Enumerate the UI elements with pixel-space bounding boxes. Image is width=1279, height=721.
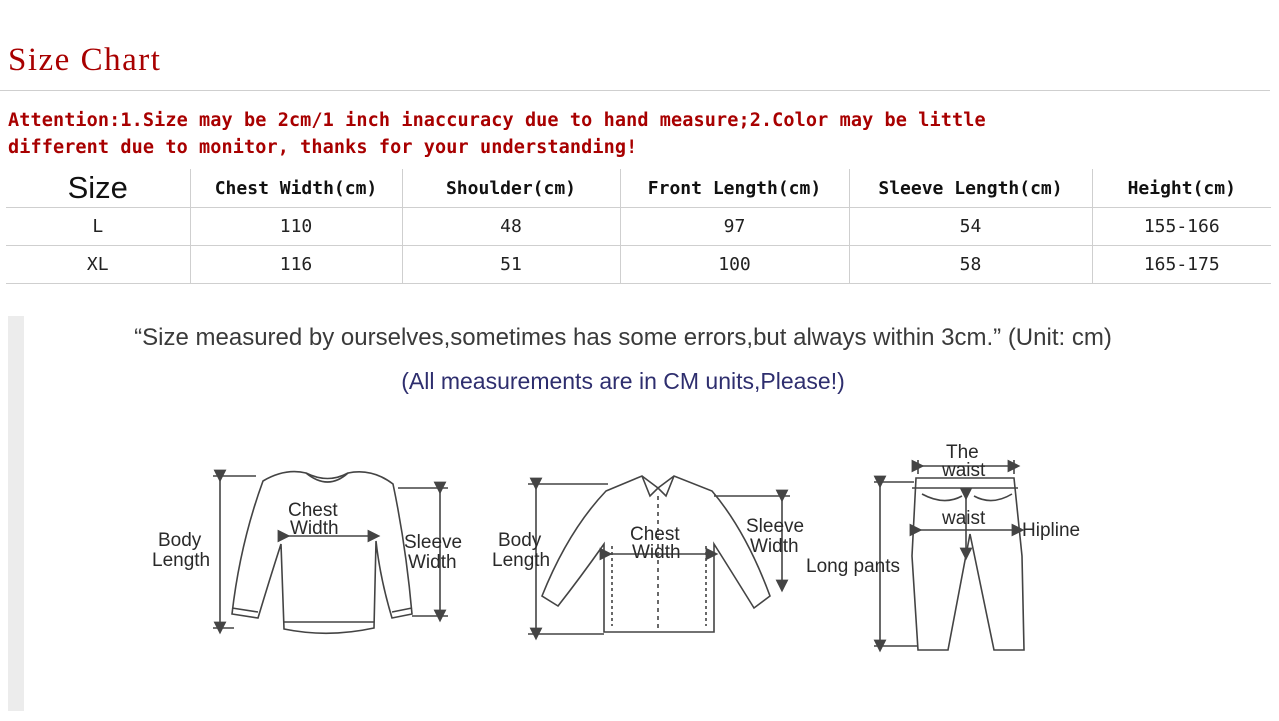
table-header-row <box>6 169 1271 208</box>
column-header-size: Size <box>6 169 190 208</box>
sweater-chest-width-label-2: Width <box>290 518 339 539</box>
sweater-body-length-label-1: Body <box>158 530 202 551</box>
shirt-chest-width-label-1: Chest <box>630 524 680 545</box>
sweater-body-length-label-2: Length <box>152 550 211 571</box>
sweater-chest-width-label-1: Chest <box>288 500 338 521</box>
units-note: (All measurements are in CM units,Please!) <box>401 368 845 394</box>
shirt-body-length-label-2: Length <box>492 550 551 571</box>
column-header-chest-width: Chest Width(cm) <box>190 169 402 208</box>
pants-waist-label: waist <box>942 508 986 529</box>
column-header-front-length: Front Length(cm) <box>620 169 849 208</box>
attention-line-2: different due to monitor, thanks for your understanding! <box>8 137 638 158</box>
shirt-chest-width-label-2: Width <box>632 542 681 563</box>
column-header-shoulder: Shoulder(cm) <box>402 169 620 208</box>
column-header-sleeve-length: Sleeve Length(cm) <box>849 169 1092 208</box>
cell-height: 155-166 <box>1092 208 1271 246</box>
cell-height: 165-175 <box>1092 246 1271 284</box>
cell-chest-width: 110 <box>190 208 402 246</box>
attention-notice <box>8 107 1258 161</box>
title-rule <box>0 90 1270 91</box>
pants-outline <box>912 478 1024 650</box>
pants-diagram <box>874 460 1024 650</box>
cell-shoulder: 48 <box>402 208 620 246</box>
cell-front-length: 100 <box>620 246 849 284</box>
sweater-sleeve-width-label-1: Sleeve <box>404 532 463 553</box>
sweater-sleeve-width-label-2: Width <box>408 552 457 573</box>
shirt-sleeve-width-label-2: Width <box>750 536 799 557</box>
cell-shoulder: 51 <box>402 246 620 284</box>
pants-the-waist-label-2: waist <box>942 460 986 481</box>
table-row <box>6 208 1271 246</box>
measurement-guide <box>8 316 1279 711</box>
table-row <box>6 246 1271 284</box>
measurement-disclaimer: “Size measured by ourselves,sometimes has some errors,but always within 3cm.” (Unit: cm) <box>134 324 1112 351</box>
cell-size: L <box>6 208 190 246</box>
pants-hipline-label: Hipline <box>1022 520 1081 541</box>
page-title: Size Chart <box>8 42 162 78</box>
sweater-outline <box>232 472 412 634</box>
garment-diagrams <box>8 316 1279 711</box>
attention-line-1: Attention:1.Size may be 2cm/1 inch inaccuracy due to hand measure;2.Color may be little <box>8 110 986 131</box>
size-table <box>6 169 1271 284</box>
column-header-height: Height(cm) <box>1092 169 1271 208</box>
cell-front-length: 97 <box>620 208 849 246</box>
cell-size: XL <box>6 246 190 284</box>
shirt-body-length-label-1: Body <box>498 530 542 551</box>
shirt-sleeve-width-label-1: Sleeve <box>746 516 805 537</box>
cell-chest-width: 116 <box>190 246 402 284</box>
pants-the-waist-label-1: The <box>946 442 979 463</box>
cell-sleeve-length: 58 <box>849 246 1092 284</box>
cell-sleeve-length: 54 <box>849 208 1092 246</box>
pants-long-pants-label: Long pants <box>806 556 901 577</box>
